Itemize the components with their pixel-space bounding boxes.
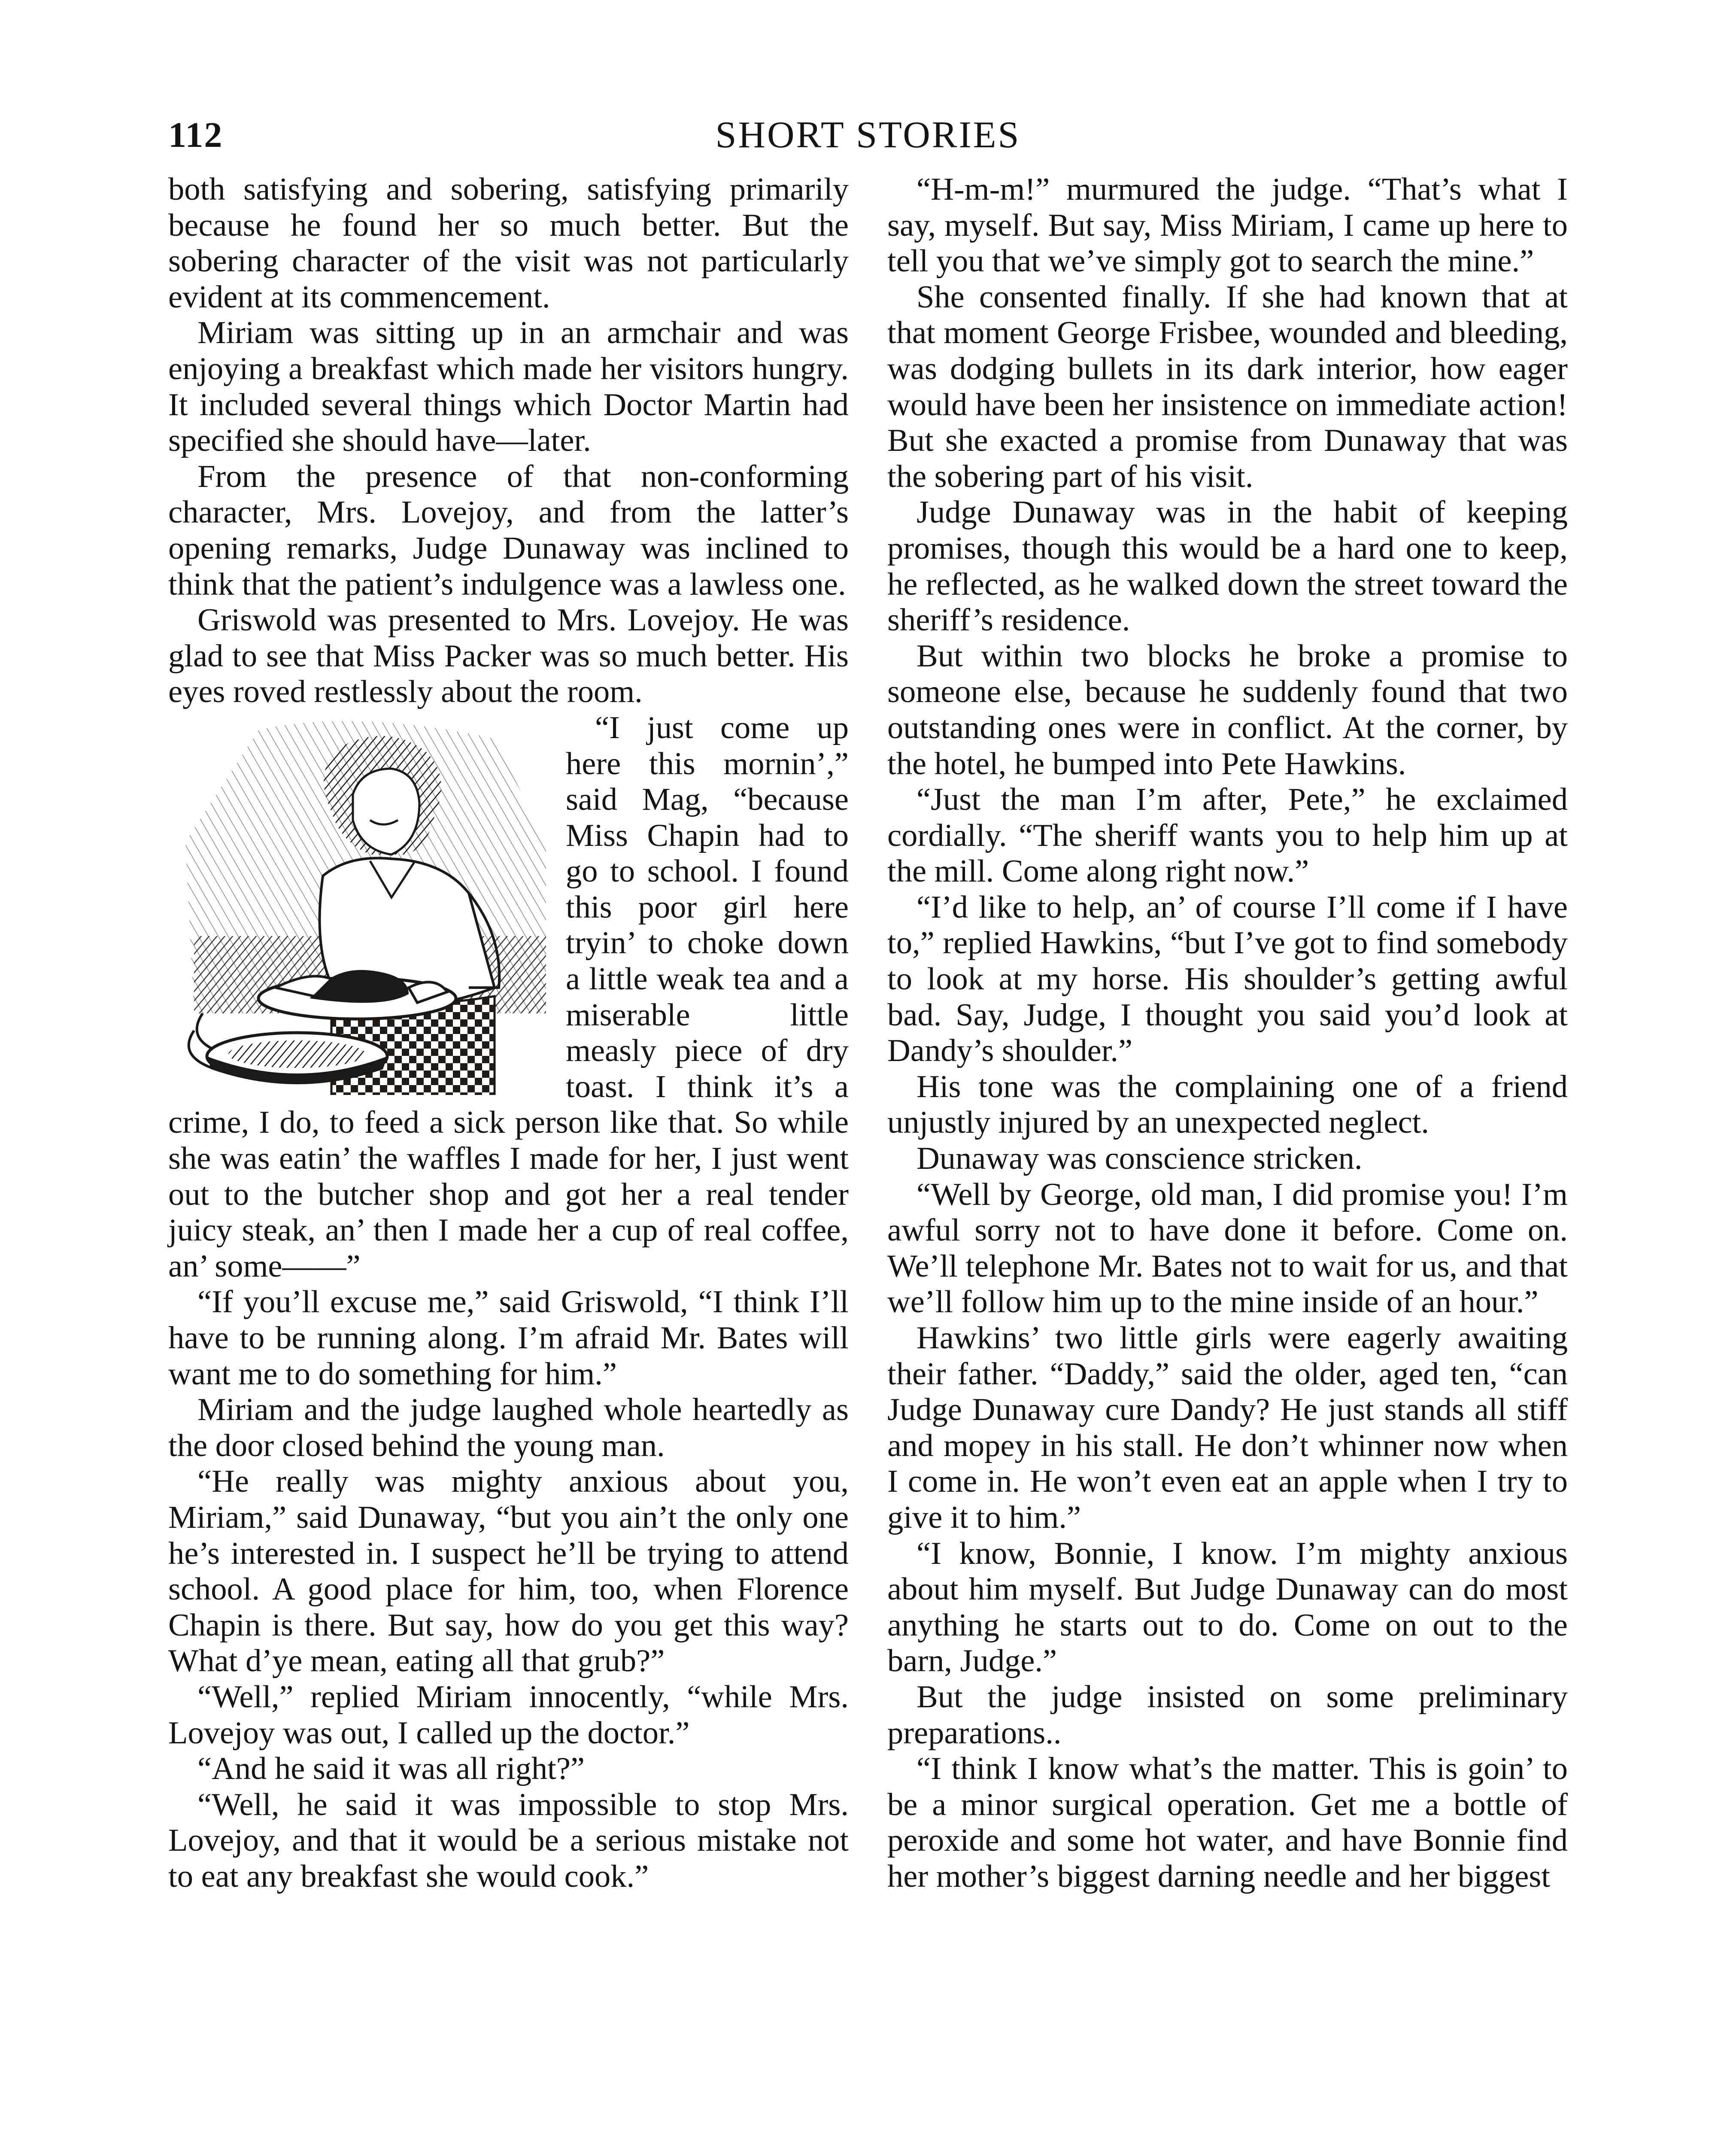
paragraph: Hawkins’ two little girls were eagerly awaiting their father. “Daddy,” said the older, aged ten, “can Judge Dunaway cure Dandy? He just stands all stiff and mopey in his stall. He don’t whinner now when I come in. He won’t even eat an apple when I try to give it to him.” xyxy=(887,1320,1568,1535)
paragraph: “He really was mighty anxious about you, Miriam,” said Dunaway, “but you ain’t the only one he’s interested in. I suspect he’ll be trying to attend school. A good place for him, too, when Florence Chapin is there. But say, how do you get this way? What d’ye mean, eating all that grub?” xyxy=(168,1464,849,1679)
paragraph: “If you’ll excuse me,” said Griswold, “I think I’ll have to be running along. I’m afraid Mr. Bates will want me to do something for him.” xyxy=(168,1284,849,1392)
paragraph: “I think I know what’s the matter. This is goin’ to be a minor surgical operation. Get me a bottle of peroxide and some hot water, and have Bonnie find her mother’s biggest darning needle and her biggest xyxy=(887,1751,1568,1894)
paragraph: She consented finally. If she had known that at that moment George Frisbee, wounded and bleeding, was dodging bullets in its dark interior, how eager would have been her insistence on immediate action! But she exacted a promise from Dunaway that was the sobering part of his visit. xyxy=(887,279,1568,494)
paragraph: Griswold was presented to Mrs. Lovejoy. He was glad to see that Miss Packer was so much better. His eyes roved restlessly about the room. xyxy=(168,602,849,710)
paragraph: “I know, Bonnie, I know. I’m mighty anxious about him myself. But Judge Dunaway can do most anything he starts out to do. Come on out to the barn, Judge.” xyxy=(887,1536,1568,1679)
paragraph: Judge Dunaway was in the habit of keeping promises, though this would be a hard one to keep, he reflected, as he walked down the street toward the sheriff’s residence. xyxy=(887,495,1568,638)
paragraph: But within two blocks he broke a promise to someone else, because he suddenly found that two outstanding ones were in conflict. At the corner, by the hotel, he bumped into Pete Hawkins. xyxy=(887,638,1568,782)
illustration-woman-serving-steak xyxy=(168,713,555,1095)
paragraph: “And he said it was all right?” xyxy=(197,1751,585,1787)
paragraph: “I just come up here this mornin’,” said Mag, “because Miss Chapin had to go to school. I found this poor girl here tryin’ to choke down a little weak tea and a miserable little measly piece of dry toast. I think it’s a crime, I do, to feed a sick person like that. So while she was eatin’ the waffles I made for her, I just went out to the butcher shop and got her a real tender juicy steak, an’ then I made her a cup of real coffee, an’ some——” xyxy=(168,710,849,1284)
left-column xyxy=(168,172,849,1895)
paragraph: From the presence of that non-conforming character, Mrs. Lovejoy, and from the latter’s opening remarks, Judge Dunaway was inclined to think that the patient’s indulgence was a lawless one. xyxy=(168,459,849,602)
running-head: SHORT STORIES xyxy=(715,114,1021,156)
paragraph: Miriam was sitting up in an armchair and was enjoying a breakfast which made her visitors hungry. It included several things which Doctor Martin had specified she should have—later. xyxy=(168,315,849,459)
page-header xyxy=(168,109,1568,165)
paragraph: “I’d like to help, an’ of course I’ll come if I have to,” replied Hawkins, “but I’ve got to find somebody to look at my horse. His shoulder’s getting awful bad. Say, Judge, I thought you said you’d look at Dandy’s shoulder.” xyxy=(887,889,1568,1069)
paragraph: both satisfying and sobering, satisfying primarily because he found her so much better. But the sobering character of the visit was not particularly evident at its commencement. xyxy=(168,172,849,315)
paragraph: Miriam and the judge laughed whole heartedly as the door closed behind the young man. xyxy=(168,1392,849,1463)
paragraph: “Well,” replied Miriam innocently, “while Mrs. Lovejoy was out, I called up the doctor.” xyxy=(168,1679,849,1751)
paragraph: His tone was the complaining one of a friend unjustly injured by an unexpected neglect. xyxy=(887,1069,1568,1140)
right-column xyxy=(887,172,1568,1895)
paragraph: But the judge insisted on some preliminary preparations.. xyxy=(887,1679,1568,1751)
page-number: 112 xyxy=(168,115,223,155)
paragraph: “Well by George, old man, I did promise you! I’m awful sorry not to have done it before. Come on. We’ll telephone Mr. Bates not to wait for us, and that we’ll follow him up to the mine inside of an hour.” xyxy=(887,1177,1568,1320)
paragraph: Dunaway was conscience stricken. xyxy=(917,1141,1363,1177)
paragraph: “Well, he said it was impossible to stop Mrs. Lovejoy, and that it would be a serious mistake not to eat any breakfast she would cook.” xyxy=(168,1787,849,1894)
paragraph: “Just the man I’m after, Pete,” he exclaimed cordially. “The sheriff wants you to help him up at the mill. Come along right now.” xyxy=(887,782,1568,889)
paragraph: “H-m-m!” murmured the judge. “That’s what I say, myself. But say, Miss Miriam, I came up here to tell you that we’ve simply got to search the mine.” xyxy=(887,172,1568,279)
